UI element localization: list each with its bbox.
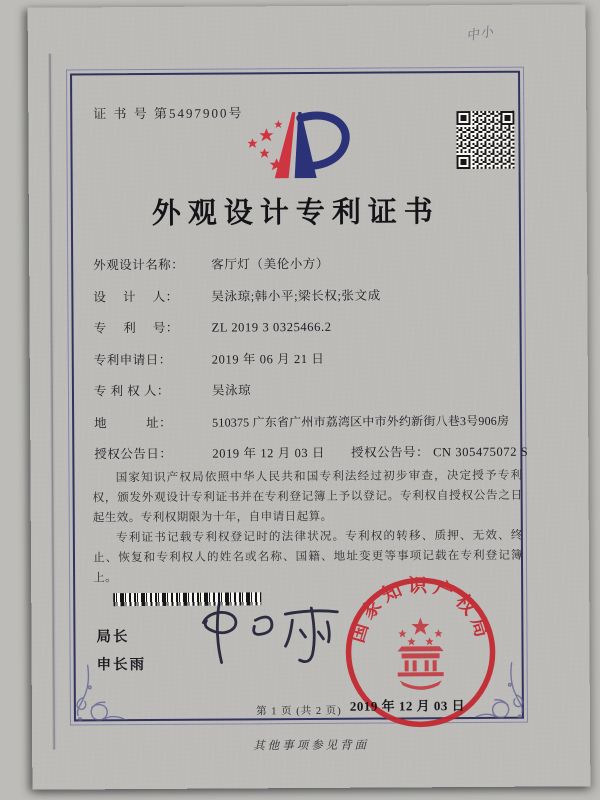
field-value: 2019 年 06 月 21 日 bbox=[211, 351, 325, 367]
certificate-paper bbox=[28, 4, 591, 789]
legal-text bbox=[92, 466, 523, 588]
field-address bbox=[94, 410, 510, 431]
field-filing-date bbox=[94, 347, 506, 368]
page-number: 第 1 页 (共 2 页) bbox=[256, 705, 342, 718]
field-patentee bbox=[94, 379, 506, 400]
field-label: 专 利 权 人： bbox=[93, 383, 170, 399]
qr-code-icon bbox=[456, 111, 514, 169]
certificate-title: 外观设计专利证书 bbox=[151, 196, 440, 230]
seal-date: 2019 年 12 月 03 日 bbox=[349, 698, 466, 714]
field-label: 专利申请日： bbox=[93, 352, 172, 367]
field-value: 510375 广东省广州市荔湾区中市外约新街八巷3号906房 bbox=[212, 413, 510, 430]
field-design-name bbox=[93, 253, 505, 274]
field-value: CN 305475072 S bbox=[433, 444, 529, 460]
certificate-fields bbox=[93, 253, 529, 476]
field-value: 吴泳琼 bbox=[211, 383, 252, 398]
director-signature bbox=[189, 594, 360, 679]
director-title: 局长 bbox=[96, 629, 130, 646]
field-grant-number bbox=[351, 442, 528, 461]
legal-paragraph: 国家知识产权局依照中华人民共和国专利法经过初步审查，决定授予专利权，颁发外观设计专利证书并在专利登记簿上予以登记。专利权自授权公告之日起生效。专利权期限为十年，自申请日起算。 bbox=[92, 468, 523, 525]
legal-paragraph: 专利证书记载专利权登记时的法律状况。专利权的转移、质押、无效、终止、恢复和专利权人的姓名或名称、国籍、地址变更等事项记载在专利登记簿上。 bbox=[92, 528, 524, 585]
field-grant-announcement bbox=[94, 442, 529, 463]
field-label: 授权公告号： bbox=[351, 445, 430, 460]
field-value: 客厅灯（美伦小方） bbox=[211, 256, 330, 272]
handwritten-mark: 中小 bbox=[464, 23, 496, 44]
director-name: 申长雨 bbox=[96, 657, 147, 674]
cnipa-logo-icon bbox=[226, 106, 371, 191]
field-patent-number bbox=[94, 316, 506, 337]
field-value: ZL 2019 3 0325466.2 bbox=[211, 319, 332, 335]
paper-fold-shadow bbox=[48, 54, 57, 750]
field-label: 专 利 号： bbox=[93, 320, 179, 336]
seal-text: 国家知识产权局 bbox=[347, 575, 494, 646]
back-note: 其他事项参见背面 bbox=[253, 739, 370, 753]
svg-text:国家知识产权局 bbox=[346, 573, 495, 645]
field-label: 外观设计名称： bbox=[93, 257, 185, 273]
field-value: 吴泳琼;韩小平;梁长权;张文成 bbox=[211, 288, 381, 304]
field-label: 授权公告日： bbox=[94, 446, 173, 462]
field-value: 2019 年 12 月 03 日 bbox=[212, 445, 326, 461]
field-label: 设 计 人： bbox=[93, 289, 179, 304]
field-designers bbox=[93, 284, 505, 305]
national-emblem-icon bbox=[397, 617, 443, 690]
certificate-number: 证 书 号 第5497900号 bbox=[93, 105, 244, 122]
field-label: 地 址： bbox=[94, 415, 173, 430]
